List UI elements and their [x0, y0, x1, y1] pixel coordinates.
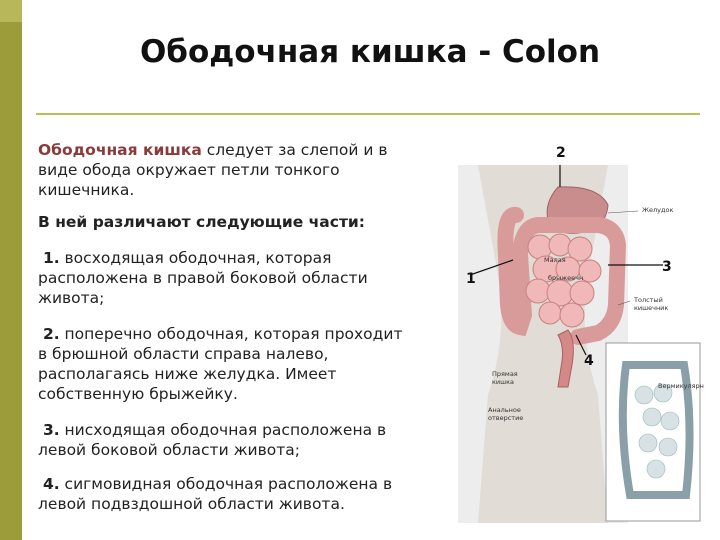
label-small-int-bottom: брыжеечн — [548, 274, 584, 282]
item-line: живота; — [38, 289, 105, 307]
label-inset: Вермикулярн — [658, 382, 704, 390]
item-line: сигмовидная ободочная расположена в — [59, 475, 393, 493]
digestive-tract-drawing — [458, 165, 702, 523]
label-colon-a: Толстый — [634, 296, 663, 304]
item-line: расположена в правой боковой области — [38, 269, 368, 287]
label-stomach: Желудок — [642, 206, 674, 214]
callout-3: 3 — [662, 259, 672, 275]
item-line: располагаясь ниже желудка. Имеет — [38, 365, 337, 383]
label-rectum-a: Прямая — [492, 370, 518, 378]
callout-4: 4 — [584, 353, 594, 369]
item-number: 1. — [42, 249, 60, 267]
item-line: собственную брыжейку. — [38, 385, 238, 403]
item-line: поперечно ободочная, которая проходит — [59, 325, 403, 343]
label-rectum-b: кишка — [492, 378, 515, 386]
item-line: нисходящая ободочная расположена в — [59, 421, 387, 439]
callout-2: 2 — [556, 145, 566, 161]
intro-paragraph — [38, 140, 458, 200]
anatomy-illustration — [458, 145, 704, 523]
callout-1: 1 — [466, 271, 476, 287]
item-line: левой подвздошной области живота. — [38, 495, 345, 513]
item-number: 3. — [42, 421, 60, 439]
item-number: 2. — [42, 325, 60, 343]
list-item-1 — [38, 248, 458, 308]
label-anus-b: отверстие — [488, 414, 524, 422]
left-accent-bar — [0, 0, 22, 540]
label-small-int-top: Малая — [544, 256, 566, 264]
item-number: 4. — [42, 475, 60, 493]
list-item-3 — [38, 420, 458, 460]
list-item-2 — [38, 324, 458, 404]
intro-term: Ободочная кишка — [38, 141, 202, 159]
parts-heading: В ней различают следующие части: — [38, 213, 365, 231]
item-line: в брюшной области справа налево, — [38, 345, 329, 363]
intro-text-1: следует за слепой и в — [201, 141, 388, 159]
item-line: левой боковой области живота; — [38, 441, 300, 459]
list-item-4 — [38, 474, 458, 514]
slide-title: Ободочная кишка - Colon — [139, 34, 601, 70]
intro-text-3: кишечника. — [38, 181, 135, 199]
title-divider — [36, 113, 700, 115]
item-line: восходящая ободочная, которая — [59, 249, 332, 267]
accent-notch — [0, 0, 22, 22]
label-colon-b: кишечник — [634, 304, 669, 312]
label-anus-a: Анальное — [488, 406, 521, 414]
intro-text-2: виде обода окружает петли тонкого — [38, 161, 340, 179]
